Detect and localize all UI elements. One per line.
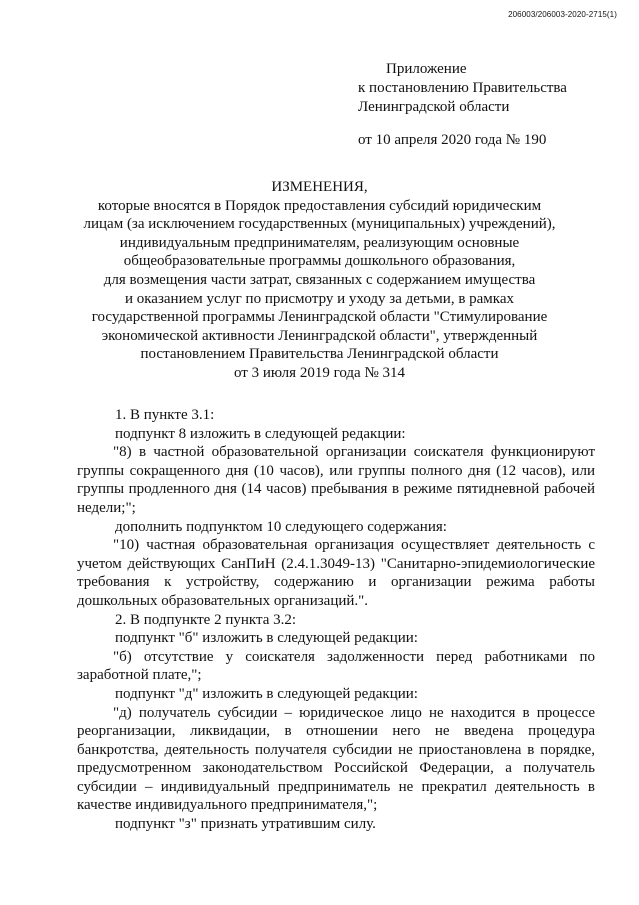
title-line: индивидуальным предпринимателям, реализующим основные bbox=[119, 234, 520, 251]
title-line: лицам (за исключением государственных (муниципальных) учреждений), bbox=[83, 216, 556, 233]
item-2-subb-intro: подпункт "б" изложить в следующей редакции: bbox=[115, 630, 418, 647]
appendix-line2: к постановлению Правительства bbox=[358, 80, 567, 96]
appendix-date: от 10 апреля 2020 года № 190 bbox=[358, 132, 547, 148]
title-line: постановлением Правительства Ленинградской области bbox=[140, 346, 499, 363]
item-1: 1. В пункте 3.1: bbox=[115, 407, 215, 423]
item-2-subd-text: "д) получатель субсидии – юридическое лицо не находится в процессе реорганизации, ликвидации, в отношении него не введена процедура банкротства, деятельность получателя субсидии не приостановлена в порядке, предусмотренном законодательством Российской Федерации, а получатель субсидии – индивидуальный предприниматель не прекратил деятельность в качестве индивидуального предпринимателя,"; bbox=[77, 704, 595, 814]
document-body bbox=[77, 406, 595, 834]
appendix-line3: Ленинградской области bbox=[358, 99, 510, 115]
appendix-line1: Приложение bbox=[386, 61, 467, 77]
document-title bbox=[0, 178, 639, 383]
title-line: государственной программы Ленинградской области "Стимулирование bbox=[91, 309, 548, 326]
title-line: экономической активности Ленинградской области", утвержденный bbox=[101, 327, 538, 344]
appendix-header bbox=[358, 60, 567, 150]
item-2-subz: подпункт "з" признать утратившим силу. bbox=[115, 816, 376, 833]
title-heading: ИЗМЕНЕНИЯ, bbox=[271, 179, 368, 195]
item-1-sub8-text: "8) в частной образовательной организации соискателя функционируют группы сокращенного дня (10 часов), или группы полного дня (12 часов), или группы продленного дня (14 часов) пребывания в режиме пятидневной рабочей недели;"; bbox=[77, 444, 595, 516]
item-2-subd-intro: подпункт "д" изложить в следующей редакции: bbox=[115, 685, 418, 702]
title-line: для возмещения части затрат, связанных с содержанием имущества bbox=[103, 271, 536, 288]
item-1-sub8-intro: подпункт 8 изложить в следующей редакции: bbox=[115, 425, 406, 442]
title-line: общеобразовательные программы дошкольного образования, bbox=[123, 253, 516, 270]
title-line: от 3 июля 2019 года № 314 bbox=[233, 364, 406, 381]
title-line: которые вносятся в Порядок предоставления субсидий юридическим bbox=[97, 197, 542, 214]
title-line: и оказанием услуг по присмотру и уходу за детьми, в рамках bbox=[124, 290, 515, 307]
document-number: 206003/206003-2020-2715(1) bbox=[508, 10, 617, 19]
item-1-sub10-text: "10) частная образовательная организация осуществляет деятельность с учетом действующих СанПиН (2.4.1.3049-13) "Санитарно-эпидемиологические требования к устройству, содержанию и организации режима работы дошкольных образовательных организаций.". bbox=[77, 537, 595, 609]
item-1-sub10-intro: дополнить подпунктом 10 следующего содержания: bbox=[115, 518, 447, 535]
item-2: 2. В подпункте 2 пункта 3.2: bbox=[115, 611, 297, 628]
item-2-subb-text: "б) отсутствие у соискателя задолженности перед работниками по заработной плате,"; bbox=[77, 648, 595, 684]
